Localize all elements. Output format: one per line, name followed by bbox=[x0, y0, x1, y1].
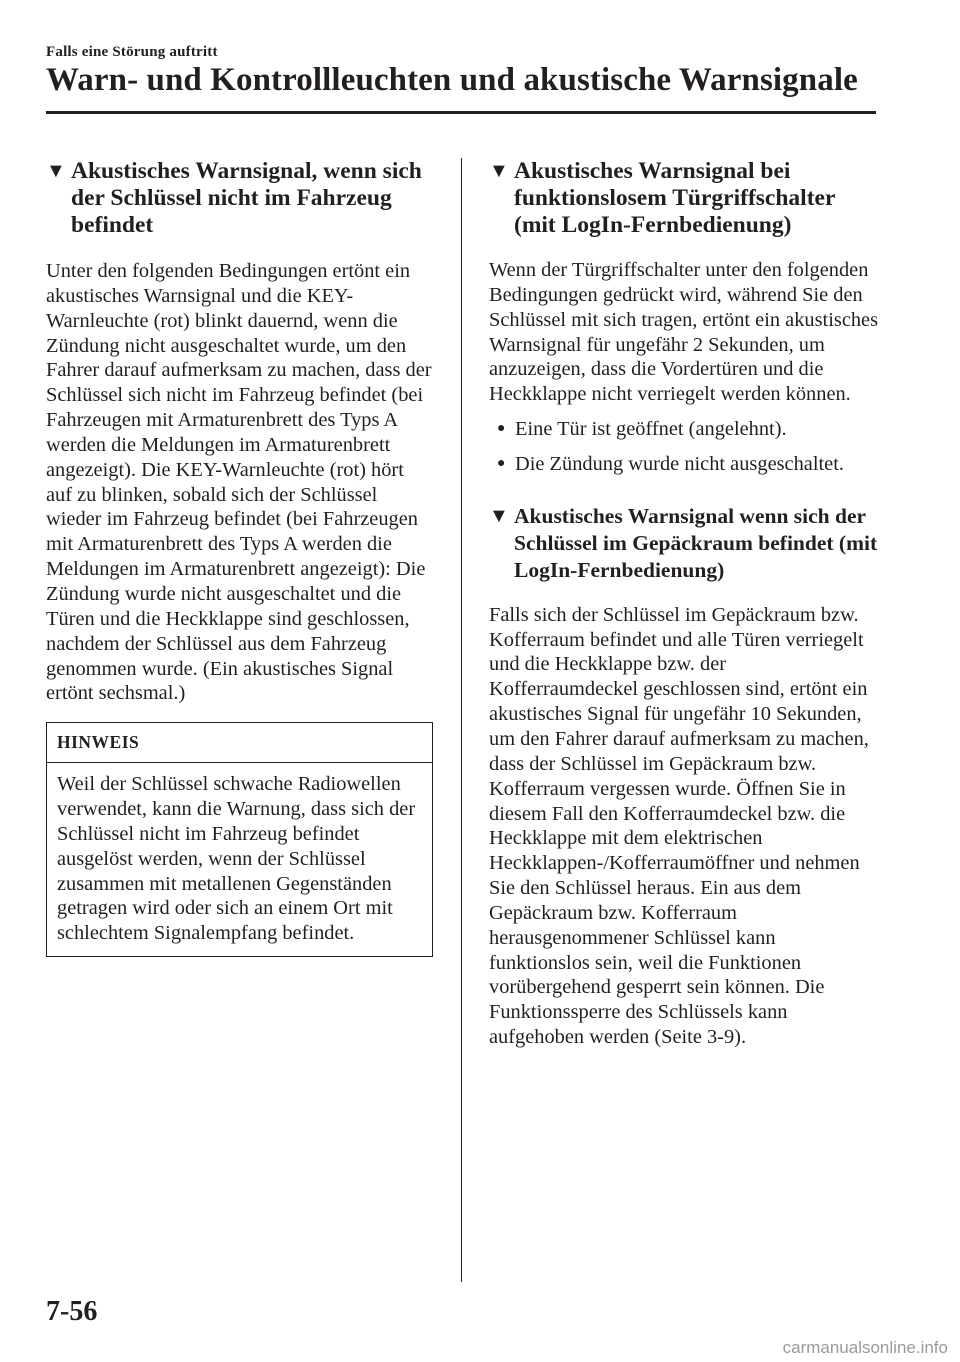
section-heading-key-missing bbox=[46, 158, 434, 239]
note-text: Weil der Schlüssel schwache Radiowellen verwendet, kann die Warnung, dass sich der Schlüssel nicht im Fahrzeug befindet ausgelöst werden, wenn der Schlüssel zusammen mit metallenen Gegenständen getragen wird oder sich an einem Ort mit schlechtem Signalempfang befindet. bbox=[57, 773, 416, 945]
right-column bbox=[489, 158, 879, 1050]
bullet-icon: ● bbox=[497, 421, 506, 437]
note-label: HINWEIS bbox=[47, 723, 432, 763]
list-item-text: Eine Tür ist geöffnet (angelehnt). bbox=[515, 418, 787, 441]
section-body-door-switch: Wenn der Türgriffschalter unter den folgenden Bedingungen gedrückt wird, während Sie den Schlüssel mit sich tragen, ertönt ein akustisches Warnsignal für ungefähr 2 Sekunden, um anzuzeigen, dass die Vordertüren und die Heckklappe nicht verriegelt werden können. bbox=[489, 259, 879, 406]
list-item bbox=[489, 417, 879, 442]
list-item bbox=[489, 452, 879, 477]
breadcrumb: Falls eine Störung auftritt bbox=[46, 44, 218, 60]
left-column bbox=[46, 158, 434, 957]
section-body-key-missing: Unter den folgenden Bedingungen ertönt ein akustisches Warnsignal und die KEY-Warnleuchte (rot) blinkt dauernd, wenn die Zündung nicht ausgeschaltet wurde, um den Fahrer darauf aufmerksam zu machen, dass der Schlüssel sich nicht im Fahrzeug befindet (bei Fahrzeugen mit Armaturenbrett des Typs A werden die Meldungen im Armaturenbrett angezeigt). Die KEY-Warnleuchte (rot) hört auf zu blinken, sobald sich der Schlüssel wieder im Fahrzeug befindet (bei Fahrzeugen mit Armaturenbrett des Typs A werden die Meldungen im Armaturenbrett angezeigt): Die Zündung wurde nicht ausgeschaltet und die Türen und die Heckklappe sind geschlossen, nachdem der Schlüssel aus dem Fahrzeug genommen wurde. (Ein akustisches Signal ertönt sechsmal.) bbox=[46, 260, 432, 705]
section-triangle-icon: ▼ bbox=[489, 504, 509, 527]
section-triangle-icon: ▼ bbox=[489, 160, 509, 182]
section-heading-text: Akustisches Warnsignal, wenn sich der Schlüssel nicht im Fahrzeug befindet bbox=[71, 158, 422, 238]
section-body-key-in-trunk: Falls sich der Schlüssel im Gepäckraum bzw. Kofferraum befindet und alle Türen verriegelt und die Heckklappe bzw. der Kofferraumdeckel geschlossen sind, ertönt ein akustisches Signal für ungefähr 10 Sekunden, um den Fahrer darauf aufmerksam zu machen, dass der Schlüssel im Gepäckraum bzw. Kofferraum vergessen wurde. Öffnen Sie in diesem Fall den Kofferraumdeckel bzw. die Heckklappe mit dem elektrischen Heckklappen-/Kofferraumöffner und nehmen Sie den Schlüssel heraus. Ein aus dem Gepäckraum bzw. Kofferraum herausgenommener Schlüssel kann funktionslos sein, weil die Funktionen vorübergehend gesperrt sein können. Die Funktionssperre des Schlüssels kann aufgehoben werden (Seite 3-9). bbox=[489, 603, 869, 1049]
page-title: Warn- und Kontrollleuchten und akustische Warnsignale bbox=[46, 62, 858, 98]
section-heading-text: Akustisches Warnsignal wenn sich der Schlüssel im Gepäckraum befindet (mit LogIn-Fernbedienung) bbox=[514, 503, 878, 582]
note-box bbox=[46, 722, 433, 957]
section-triangle-icon: ▼ bbox=[46, 160, 66, 182]
page-number: 7-56 bbox=[46, 1296, 98, 1327]
section-heading-door-switch bbox=[489, 158, 879, 239]
watermark: carmanualsonline.info bbox=[782, 1338, 948, 1357]
list-item-text: Die Zündung wurde nicht ausgeschaltet. bbox=[515, 452, 844, 475]
section-heading-key-in-trunk bbox=[489, 503, 879, 584]
title-rule bbox=[46, 111, 876, 114]
section-heading-text: Akustisches Warnsignal bei funktionslosem Türgriffschalter (mit LogIn-Fernbedienung) bbox=[514, 158, 835, 238]
column-divider bbox=[461, 158, 462, 1282]
condition-list bbox=[489, 417, 879, 477]
bullet-icon: ● bbox=[497, 455, 506, 471]
